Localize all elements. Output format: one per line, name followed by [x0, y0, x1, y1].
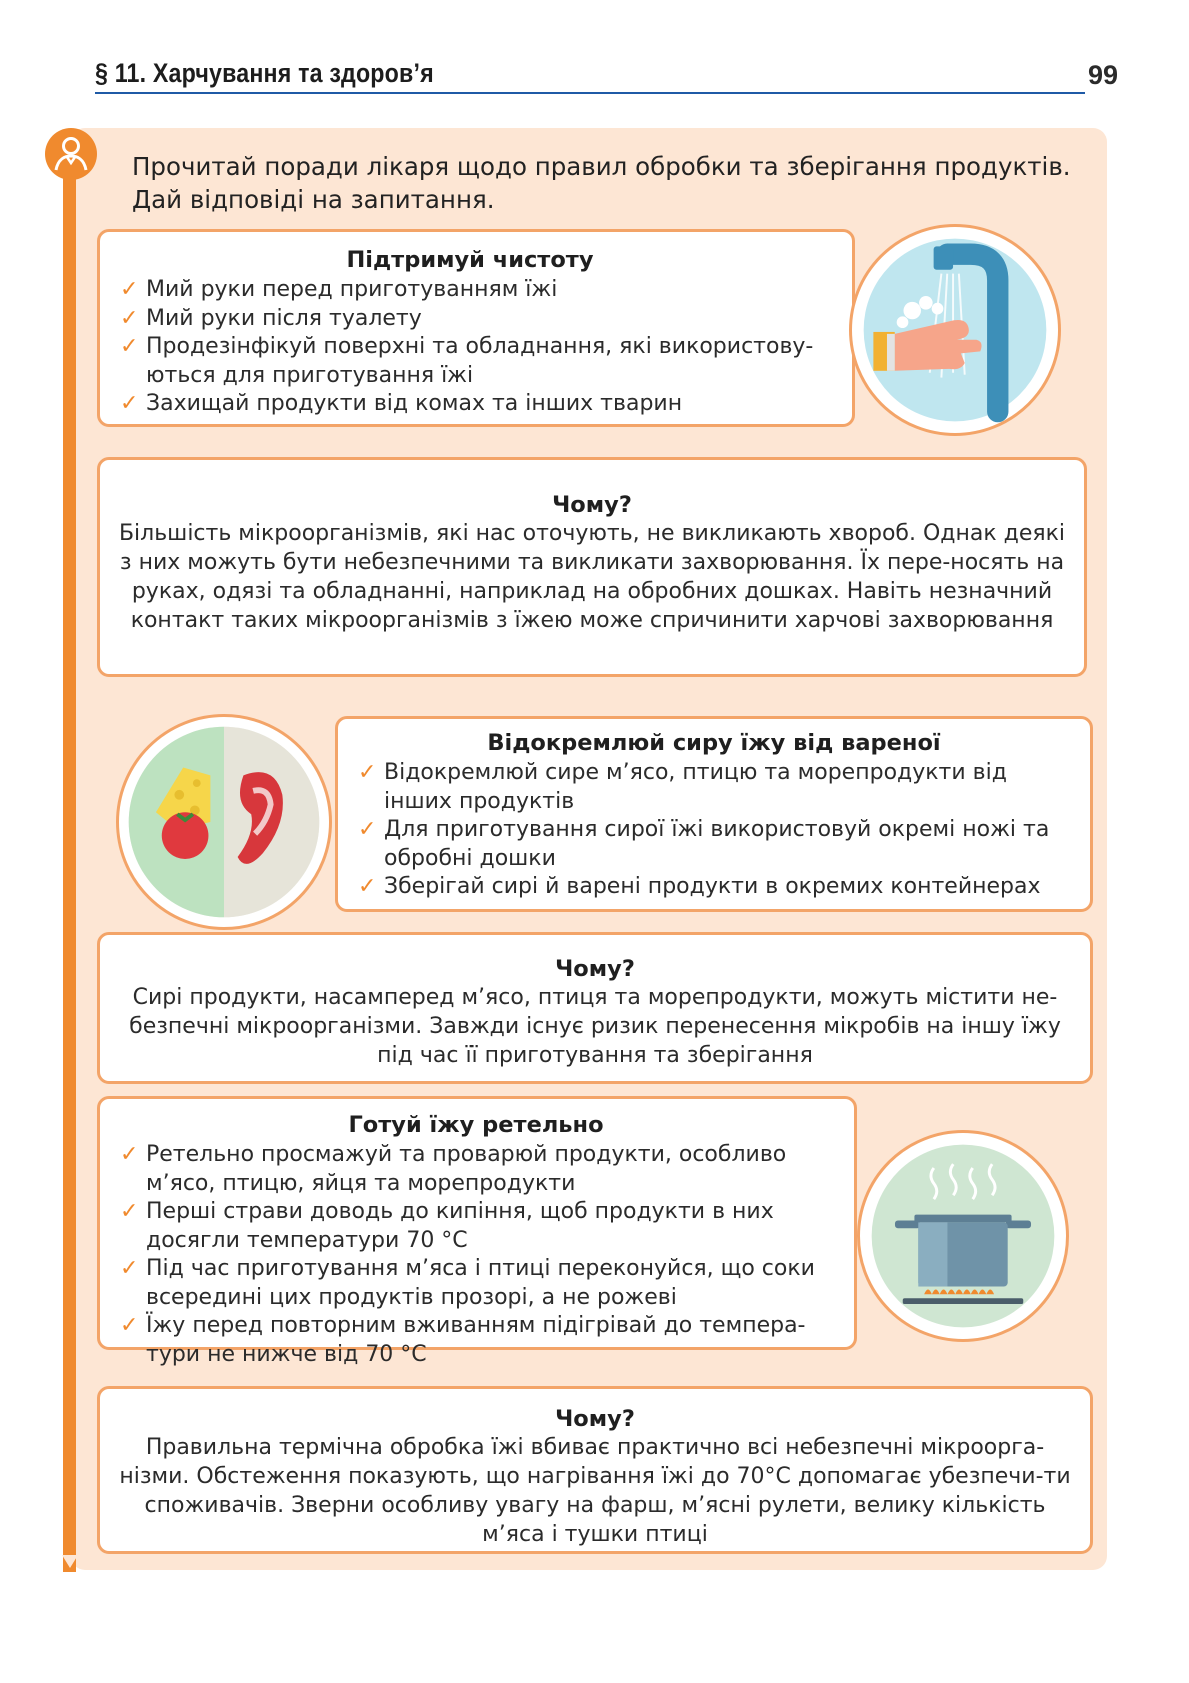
- intro-text: Прочитай поради лікаря щодо правил обробки та зберігання продуктів. Дай відповіді на запитання.: [132, 152, 1071, 214]
- why-box-1: [97, 457, 1087, 677]
- why-text-1: Більшість мікроорганізмів, які нас оточують, не викликають хвороб. Однак деякі з них можуть бути небезпечними та викликати захворювання. Їх пере-носять на руках, одязі та обладнанні, наприклад на обробних дошках. Навіть незначний контакт таких мікроорганізмів з їжею може спричинити харчові захворювання: [118, 521, 1066, 633]
- list-item: ✓ Мий руки після туалету: [118, 305, 822, 334]
- cleanliness-list: [118, 276, 822, 419]
- check-icon: ✓: [358, 817, 377, 842]
- cook-box: [97, 1096, 857, 1367]
- list-item: ✓ Перші страви доводь до кипіння, щоб продукти в них досягли температури 70 °С: [120, 1199, 774, 1253]
- side-bar-arrow: [62, 1555, 78, 1568]
- cook-title: Готуй їжу ретельно: [348, 1112, 604, 1138]
- check-icon: ✓: [120, 1313, 139, 1338]
- page-number: 99: [1088, 60, 1119, 90]
- check-icon: ✓: [120, 277, 139, 302]
- why-title-3: Чому?: [555, 1406, 635, 1432]
- check-icon: ✓: [358, 760, 377, 785]
- check-icon: ✓: [120, 334, 139, 359]
- cook-list: [118, 1141, 834, 1369]
- check-icon: ✓: [120, 1256, 139, 1281]
- list-item: ✓ Для приготування сирої їжі використовуй окремі ножі та обробні дошки: [358, 817, 1050, 871]
- page-header-title: § 11. Харчування та здоров’я: [95, 58, 434, 88]
- list-item: ✓ Зберігай сирі й варені продукти в окремих контейнерах: [356, 873, 1072, 902]
- cleanliness-title: Підтримуй чистоту: [346, 247, 594, 273]
- side-bar: [63, 175, 76, 1572]
- why-text-3: Правильна термічна обробка їжі вбиває практично всі небезпечні мікроорга-нізми. Обстеження показують, що нагрівання їжі до 70°С допомагає убезпечи-ти споживачів. Зверни особливу увагу на фарш, м’ясні рулети, велику кількість м’яса і тушки птиці: [119, 1435, 1071, 1547]
- why-box-3: [97, 1386, 1093, 1554]
- why-box-2: [97, 932, 1093, 1084]
- list-item: ✓ Під час приготування м’яса і птиці переконуйся, що соки всередині цих продуктів прозорі, а не рожеві: [120, 1256, 815, 1310]
- check-icon: ✓: [120, 1142, 139, 1167]
- why-title-1: Чому?: [552, 492, 632, 518]
- check-icon: ✓: [120, 391, 139, 416]
- list-item: ✓ Продезінфікуй поверхні та обладнання, які використову-ються для приготування їжі: [120, 334, 814, 388]
- separate-list: [356, 759, 1072, 902]
- list-item: ✓ Захищай продукти від комах та інших тварин: [118, 390, 822, 419]
- list-item: ✓ Відокремлюй сире м’ясо, птицю та морепродукти від інших продуктів: [358, 760, 1007, 814]
- check-icon: ✓: [120, 305, 139, 331]
- why-text-2: Сирі продукти, насамперед м’ясо, птиця та морепродукти, можуть містити не-безпечні мікроорганізми. Завжди існує ризик перенесення мікробів на іншу їжу під час її приготування та зберігання: [129, 985, 1061, 1068]
- cooking-pot-icon: [857, 1130, 1069, 1342]
- list-item: ✓ Ретельно просмажуй та проварюй продукти, особливо м’ясо, птицю, яйця та морепродукти: [120, 1142, 787, 1196]
- header-rule: [95, 92, 1085, 94]
- separate-box: [335, 716, 1093, 912]
- cleanliness-box: [97, 229, 855, 427]
- list-item: ✓ Мий руки перед приготуванням їжі: [118, 276, 822, 305]
- hand-washing-icon: [849, 224, 1061, 436]
- check-icon: ✓: [358, 874, 377, 899]
- doctor-icon: [45, 128, 97, 180]
- list-item: ✓ Їжу перед повторним вживанням підігрівай до темпера-тури не нижче від 70 °С: [120, 1313, 806, 1367]
- food-plate-icon: [116, 714, 332, 930]
- check-icon: ✓: [120, 1199, 139, 1224]
- separate-title: Відокремлюй сиру їжу від вареної: [487, 730, 941, 756]
- why-title-2: Чому?: [555, 956, 635, 982]
